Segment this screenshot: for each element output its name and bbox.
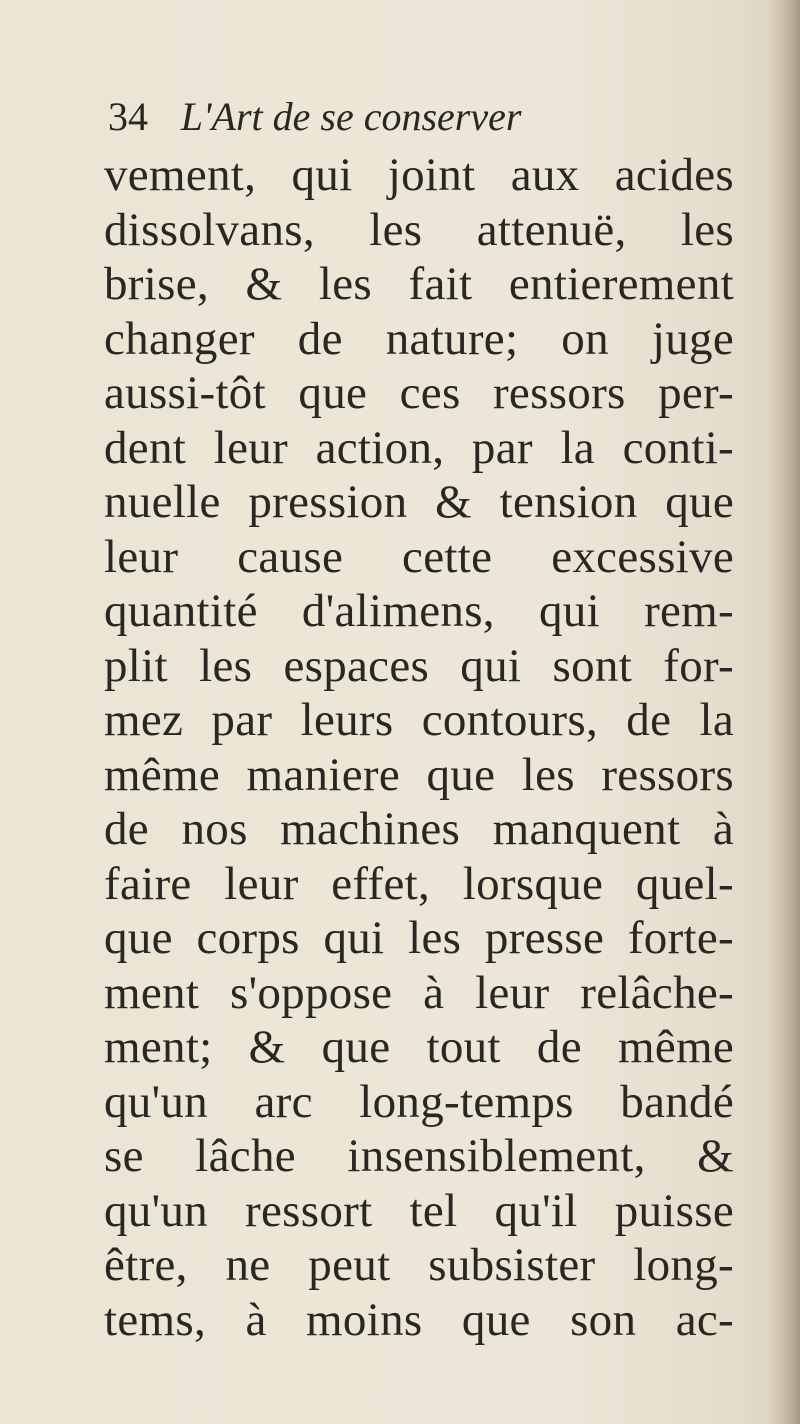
text-line: tems, à moins que son ac- (104, 1293, 734, 1346)
text-line: nuelle pression & tension que (104, 476, 734, 528)
text-line: changer de nature; on juge (104, 312, 734, 365)
text-line: qu'un ressort tel qu'il puisse (104, 1184, 734, 1237)
running-title: L'Art de se conserver (180, 94, 522, 139)
text-line: aussi-tôt que ces ressors per- (104, 367, 734, 419)
text-line: vement, qui joint aux acides (104, 149, 734, 201)
text-line: dent leur action, par la conti- (104, 421, 734, 474)
page-gutter-shadow (768, 0, 800, 1424)
text-line: leur cause cette excessive (104, 530, 734, 583)
text-line: brise, & les fait entierement (104, 258, 734, 310)
text-line: ment; & que tout de même (104, 1021, 734, 1073)
text-line: se lâche insensiblement, & (104, 1130, 734, 1182)
page-number: 34 (108, 94, 148, 139)
text-line: mez par leurs contours, de la (104, 694, 734, 746)
running-head (108, 92, 668, 142)
text-line: plit les espaces qui sont for- (104, 639, 734, 692)
text-line: être, ne peut subsister long- (104, 1239, 734, 1291)
text-line: quantité d'alimens, qui rem- (104, 585, 734, 637)
text-line: de nos machines manquent à (104, 803, 734, 855)
body-text (104, 148, 734, 1347)
text-line: qu'un arc long-temps bandé (104, 1075, 734, 1128)
text-line: faire leur effet, lorsque quel- (104, 857, 734, 910)
text-line: que corps qui les presse forte- (104, 912, 734, 964)
text-line: même maniere que les ressors (104, 748, 734, 801)
text-line: ment s'oppose à leur relâche- (104, 966, 734, 1019)
text-line: dissolvans, les attenuë, les (104, 203, 734, 256)
